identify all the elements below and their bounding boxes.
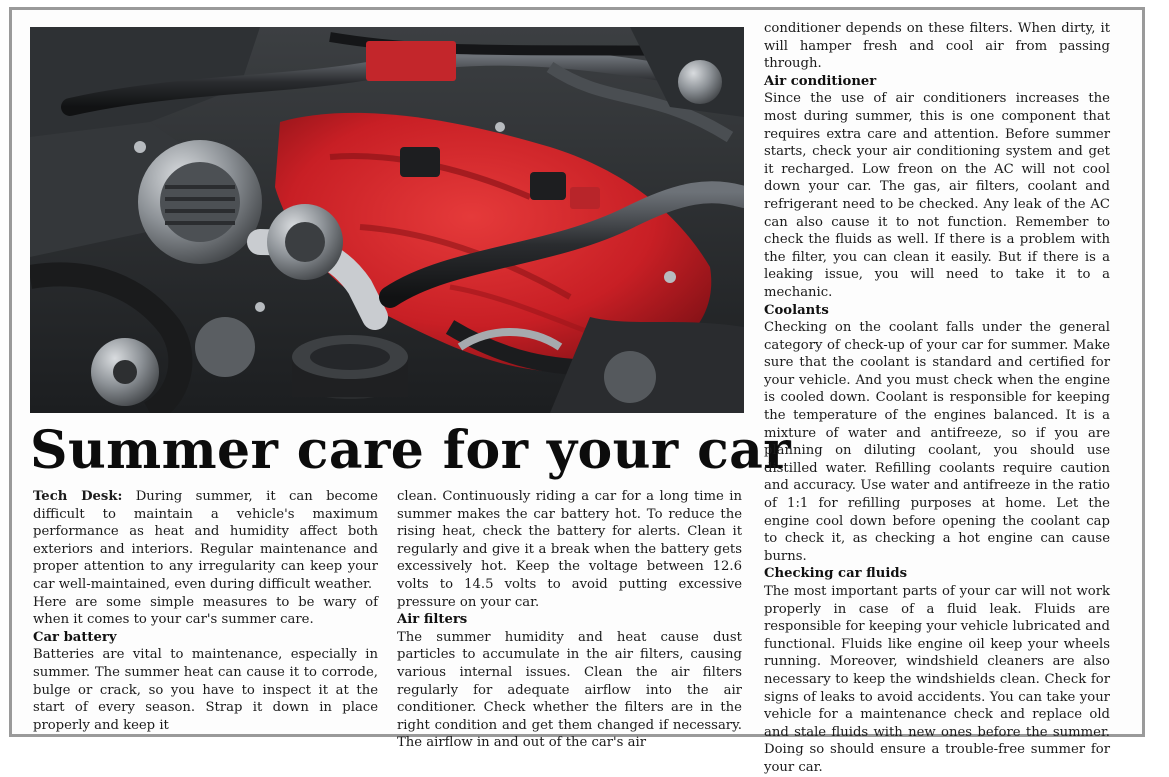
column-1 [33, 488, 378, 734]
section-heading-air-conditioner: Air conditioner [764, 73, 877, 89]
column-3 [764, 20, 1110, 777]
section-body-coolants: Checking on the coolant falls under the general category of check-up of your car for summer. Make sure that the coolant is standard and certified for your vehicle. And you must check when the engine is cooled down. Coolant is responsible for keeping the temperature of the engines balanced. It is a mixture of water and antifreeze, so if you are planning on diluting coolant, you should use distilled water. Refilling coolants require caution and accuracy. Use water and antifreeze in the ratio of 1:1 for refilling purposes at home. Let the engine cool down before opening the coolant cap to check it, as checking a hot engine can cause burns. [764, 320, 1110, 564]
intro-paragraph-2: Here are some simple measures to be wary of when it comes to your car's summer care. [33, 594, 378, 628]
column-2 [397, 488, 742, 752]
section-body-car-battery: Batteries are vital to maintenance, especially in summer. The summer heat can cause it to corrode, bulge or crack, so you have to inspect it at the start of every season. Strap it down in place properly and keep it [33, 647, 378, 733]
section-body-air-filters: The summer humidity and heat cause dust particles to accumulate in the air filters, causing various internal issues. Clean the air filters regularly for adequate airflow into the air conditioner. Check whether the filters are in the right condition and get them changed if necessary. The airflow in and out of the car's air [397, 629, 742, 751]
section-body-air-filters-cont: conditioner depends on these filters. When dirty, it will hamper fresh and cool air from passing through. [764, 21, 1110, 72]
headline: Summer care for your car [30, 420, 792, 481]
intro-text: During summer, it can become difficult to maintain a vehicle's maximum performance as heat and humidity affect both exteriors and interiors. Regular maintenance and proper attention to any irregularity can keep your car well-maintained, even during difficult weather. [33, 489, 378, 592]
engine-photo [30, 27, 744, 413]
section-heading-coolants: Coolants [764, 302, 829, 318]
section-heading-car-battery: Car battery [33, 629, 117, 645]
section-heading-checking-car-fluids: Checking car fluids [764, 566, 907, 582]
section-body-air-conditioner: Since the use of air conditioners increases the most during summer, this is one component that requires extra care and attention. Before summer starts, check your air conditioning system and get it recharged. Low freon on the AC will not cool down your car. The gas, air filters, coolant and refrigerant need to be checked. Any leak of the AC can also cause it to not function. Remember to check the fluids as well. If there is a problem with the filter, you can clean it easily. But if there is a leaking issue, you will need to take it to a mechanic. [764, 91, 1110, 300]
dateline: Tech Desk: [33, 489, 123, 504]
engine-illustration [30, 27, 744, 413]
section-body-car-battery-cont: clean. Continuously riding a car for a long time in summer makes the car battery hot. To reduce the rising heat, check the battery for alerts. Clean it regularly and give it a break when the battery gets excessively hot. Keep the voltage between 12.6 volts to 14.5 volts to avoid putting excessive pressure on your car. [397, 489, 742, 610]
section-heading-air-filters: Air filters [397, 612, 468, 628]
intro-paragraph [33, 488, 378, 594]
section-body-checking-car-fluids: The most important parts of your car will not work properly in case of a fluid leak. Fluids are responsible for keeping your vehicle lubricated and functional. Fluids like engine oil keep your wheels running. Moreover, windshield cleaners are also necessary to keep the windshields clean. Check for signs of leaks to avoid accidents. You can take your vehicle for a maintenance check and replace old and stale fluids with new ones before the summer. Doing so should ensure a trouble-free summer for your car. [764, 584, 1110, 775]
